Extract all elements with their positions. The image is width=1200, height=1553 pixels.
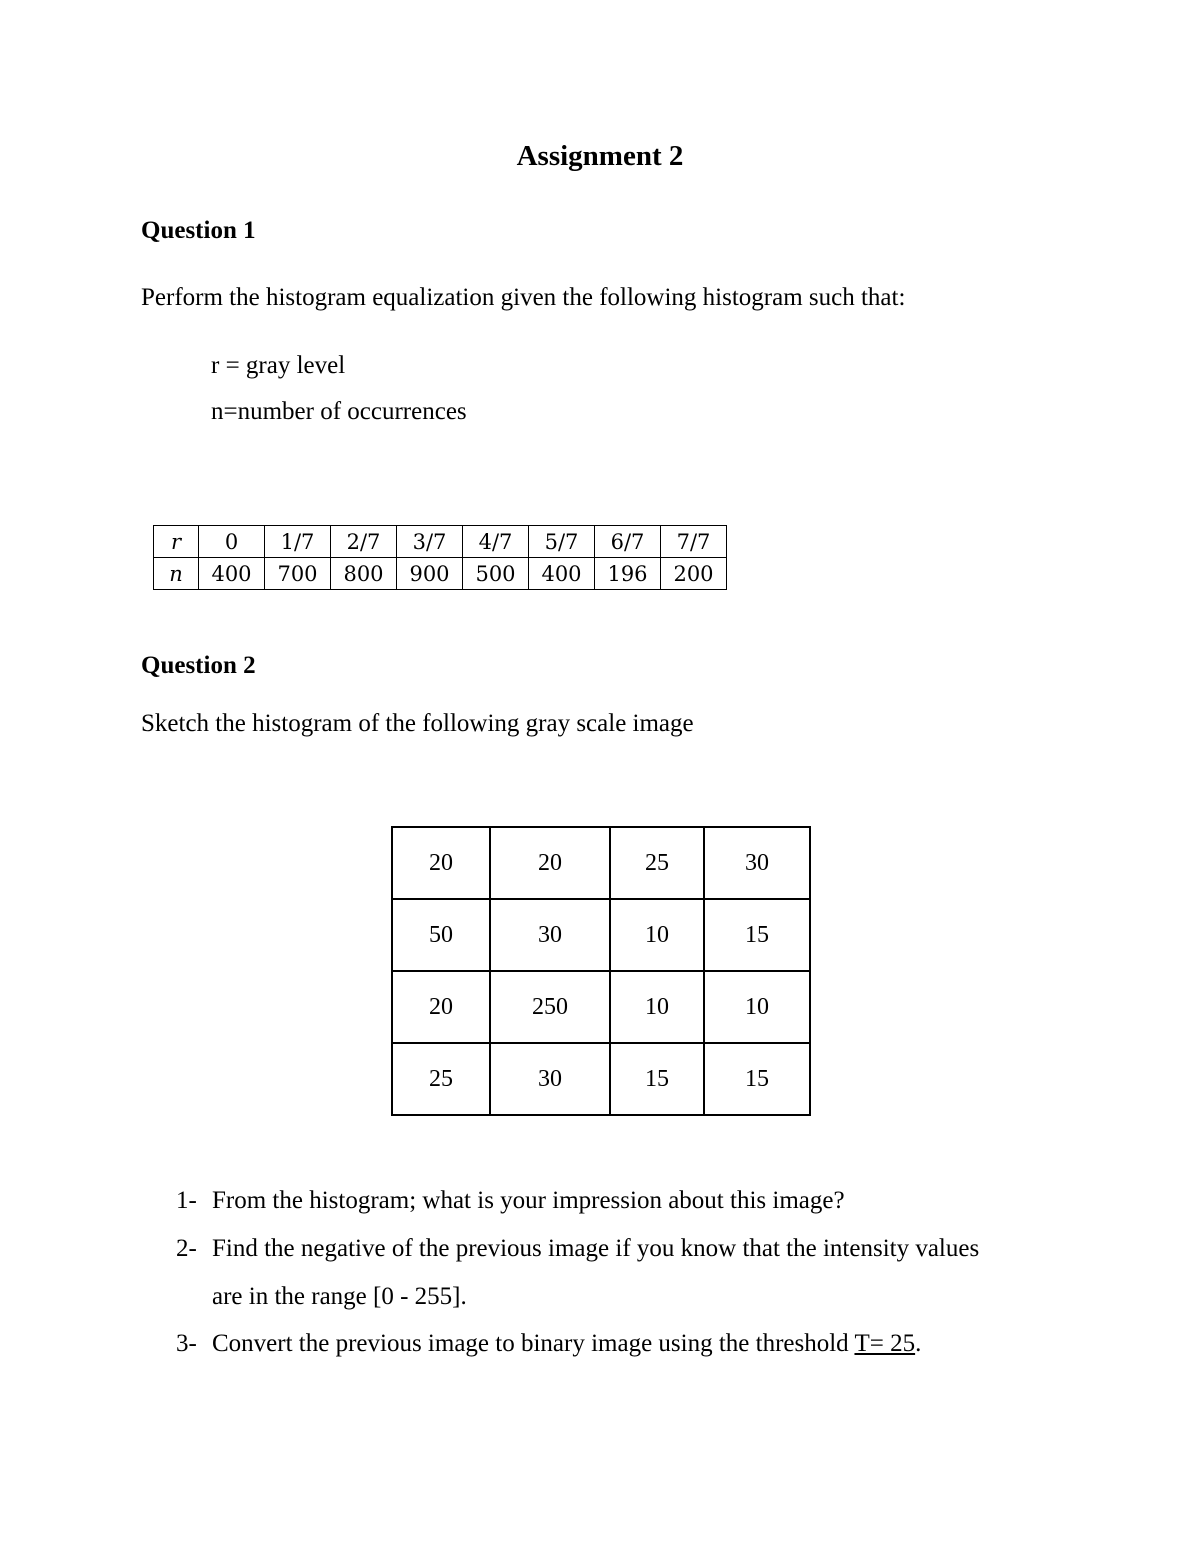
list-text: From the histogram; what is your impression about this image? xyxy=(212,1187,845,1214)
list-number: 3- xyxy=(176,1330,197,1357)
row-label-r: r xyxy=(154,526,199,558)
list-text: Find the negative of the previous image if you know that the intensity values xyxy=(212,1235,980,1262)
row-label-n: n xyxy=(154,558,199,590)
pixel-cell: 20 xyxy=(490,827,610,899)
r-value: 0 xyxy=(199,526,265,558)
question-1-instruction: Perform the histogram equalization given the following histogram such that: xyxy=(141,284,906,311)
list-item-3 xyxy=(176,1330,921,1358)
question-2-heading: Question 2 xyxy=(141,652,256,679)
pixel-cell: 15 xyxy=(704,1043,810,1115)
pixel-cell: 30 xyxy=(490,899,610,971)
pixel-cell: 50 xyxy=(392,899,490,971)
pixel-cell: 30 xyxy=(490,1043,610,1115)
grayscale-image-table xyxy=(391,826,811,1116)
pixel-cell: 10 xyxy=(610,971,704,1043)
image-row xyxy=(392,899,810,971)
list-number: 2- xyxy=(176,1235,197,1262)
image-row xyxy=(392,971,810,1043)
list-text-end: . xyxy=(915,1330,922,1357)
list-item-1 xyxy=(176,1187,845,1215)
n-value: 900 xyxy=(397,558,463,590)
pixel-cell: 20 xyxy=(392,971,490,1043)
list-number: 1- xyxy=(176,1187,197,1214)
n-value: 800 xyxy=(331,558,397,590)
pixel-cell: 10 xyxy=(704,971,810,1043)
list-item-2 xyxy=(176,1235,979,1263)
r-value: 3/7 xyxy=(397,526,463,558)
pixel-cell: 15 xyxy=(704,899,810,971)
r-value: 1/7 xyxy=(265,526,331,558)
histogram-table xyxy=(153,525,727,590)
n-value: 200 xyxy=(661,558,727,590)
n-value: 400 xyxy=(199,558,265,590)
pixel-cell: 20 xyxy=(392,827,490,899)
image-row xyxy=(392,827,810,899)
definition-r: r = gray level xyxy=(211,352,346,379)
r-value: 6/7 xyxy=(595,526,661,558)
n-value: 700 xyxy=(265,558,331,590)
pixel-cell: 250 xyxy=(490,971,610,1043)
r-value: 2/7 xyxy=(331,526,397,558)
question-1-heading: Question 1 xyxy=(141,217,256,244)
pixel-cell: 15 xyxy=(610,1043,704,1115)
histogram-row-n xyxy=(154,558,727,590)
question-2-instruction: Sketch the histogram of the following gray scale image xyxy=(141,710,694,737)
r-value: 4/7 xyxy=(463,526,529,558)
r-value: 5/7 xyxy=(529,526,595,558)
pixel-cell: 25 xyxy=(392,1043,490,1115)
pixel-cell: 10 xyxy=(610,899,704,971)
threshold-value: T= 25 xyxy=(854,1330,916,1357)
r-value: 7/7 xyxy=(661,526,727,558)
pixel-cell: 25 xyxy=(610,827,704,899)
histogram-row-r xyxy=(154,526,727,558)
n-value: 196 xyxy=(595,558,661,590)
list-item-2-continuation: are in the range [0 - 255]. xyxy=(212,1283,467,1310)
n-value: 400 xyxy=(529,558,595,590)
list-text: Convert the previous image to binary image using the threshold xyxy=(212,1330,855,1357)
n-value: 500 xyxy=(463,558,529,590)
image-row xyxy=(392,1043,810,1115)
pixel-cell: 30 xyxy=(704,827,810,899)
page-title: Assignment 2 xyxy=(516,140,684,172)
definition-n: n=number of occurrences xyxy=(211,398,467,425)
